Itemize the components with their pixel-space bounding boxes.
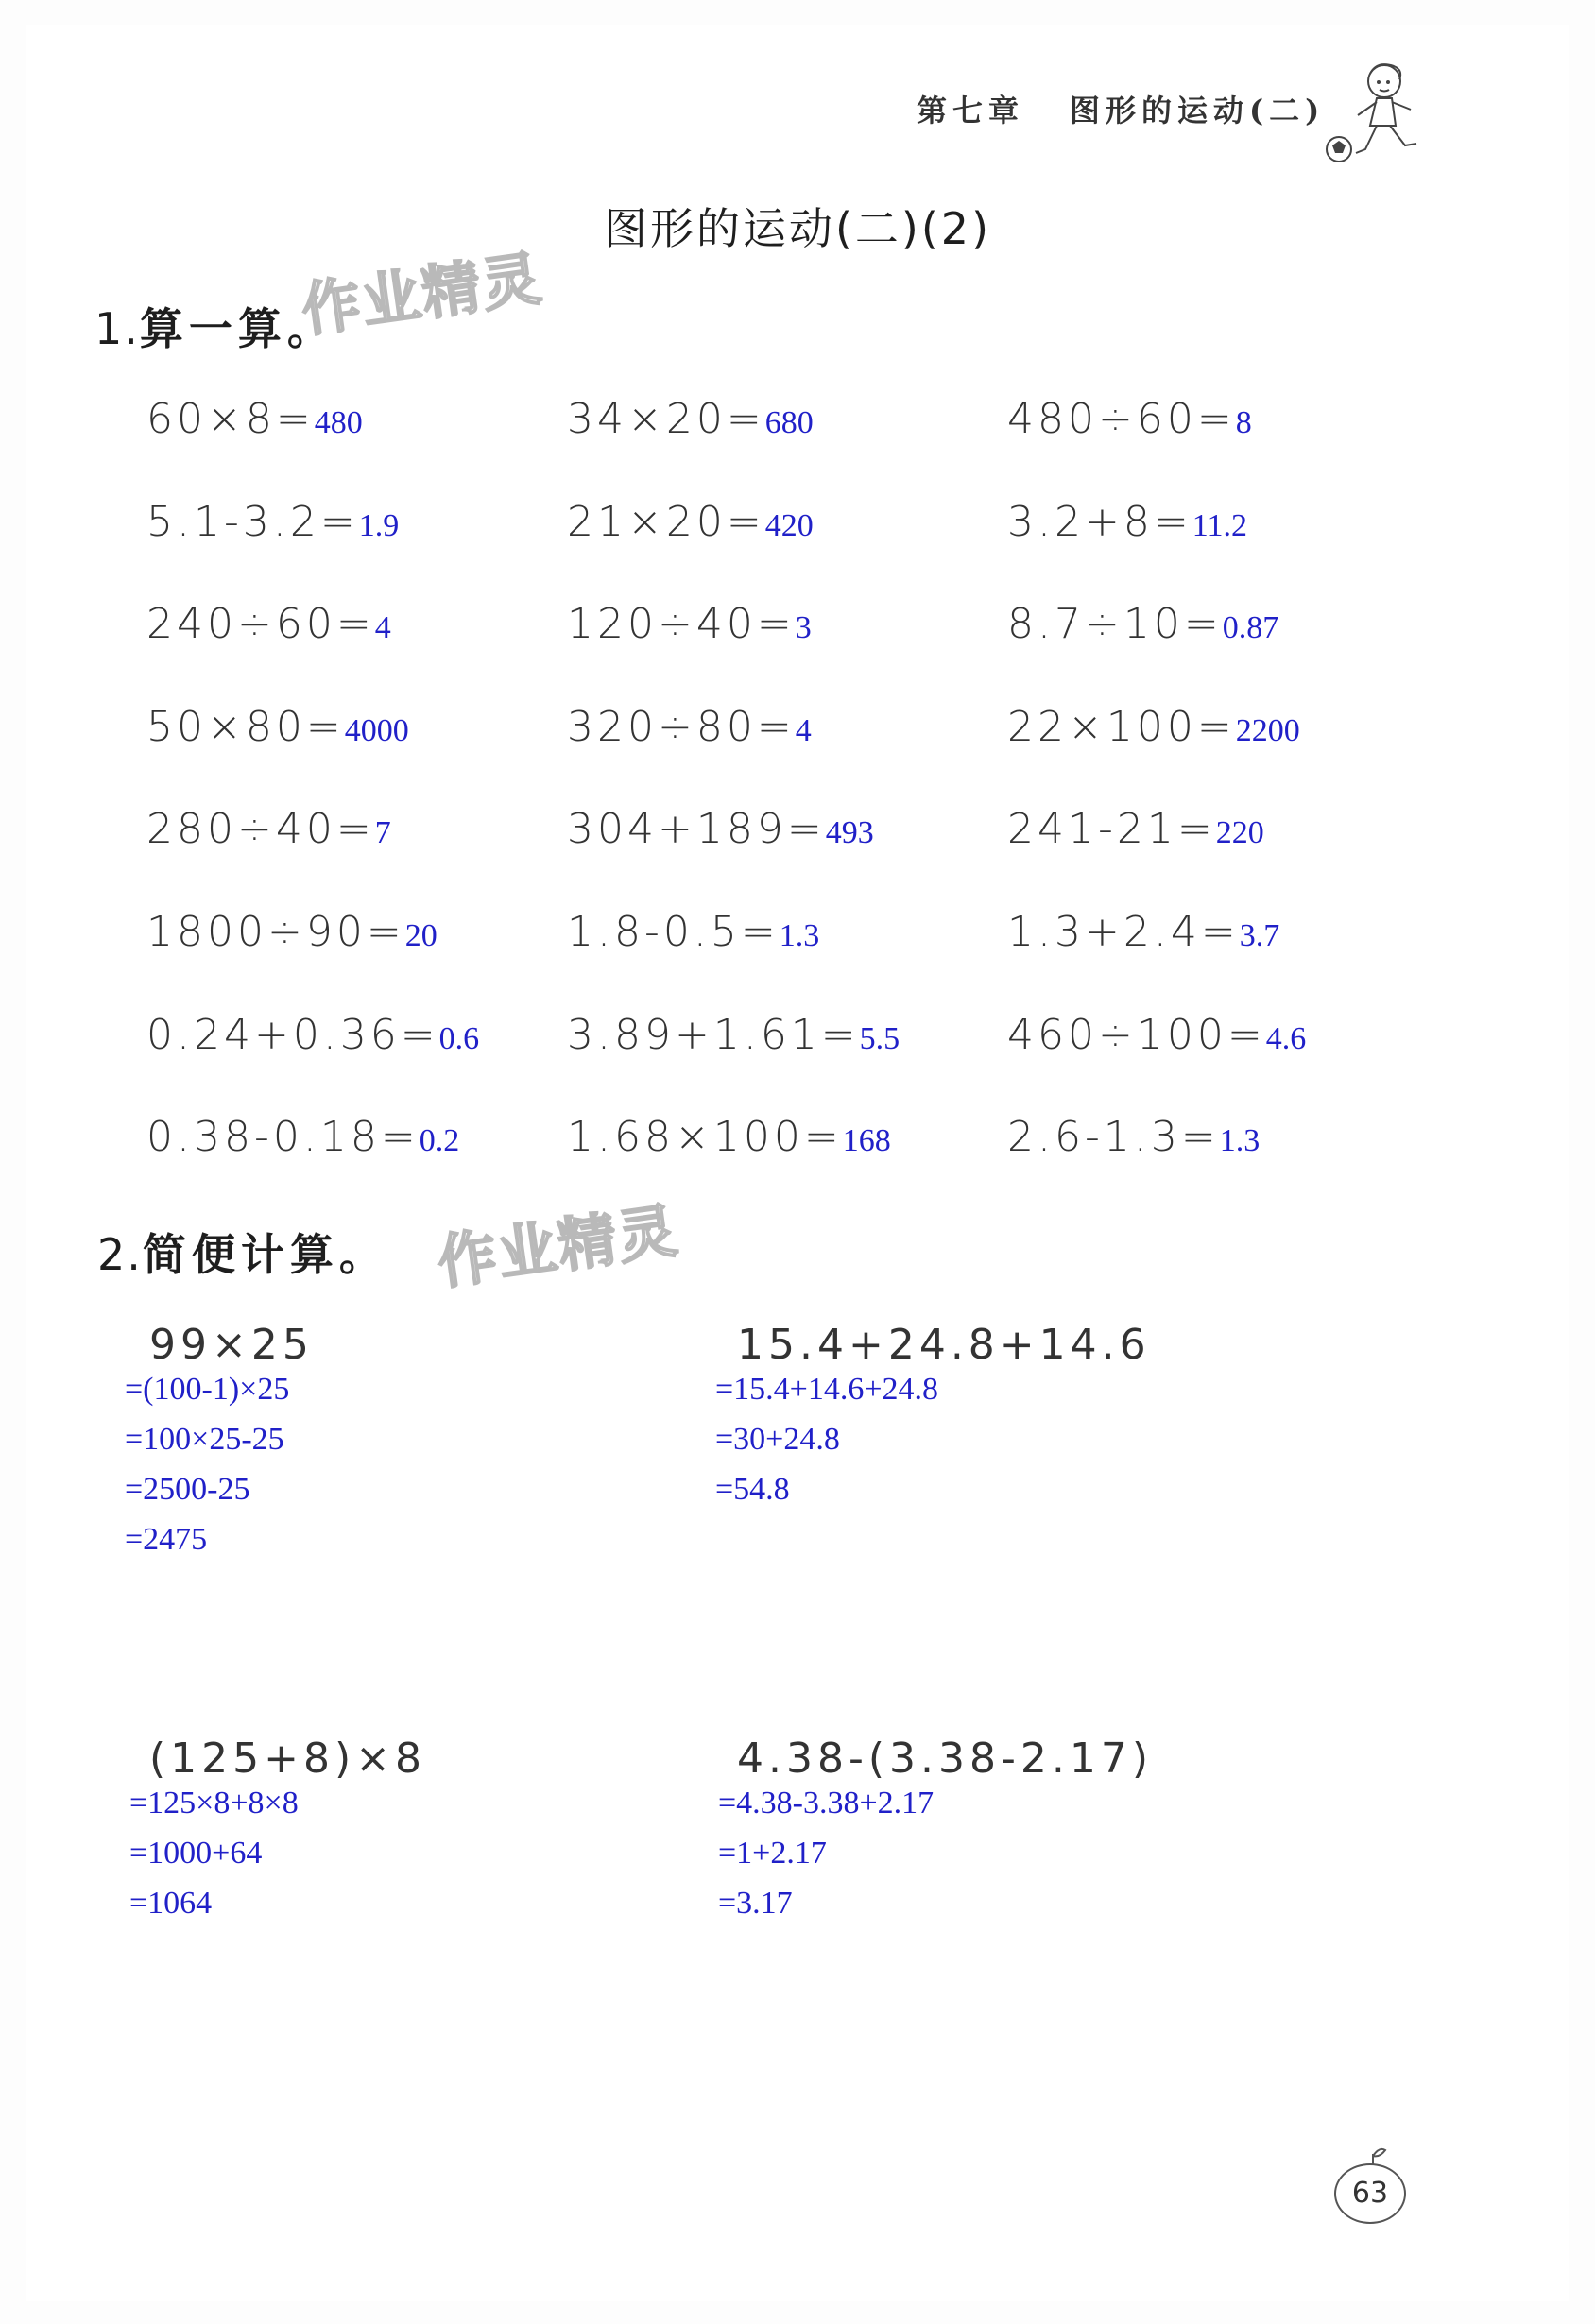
problem-expression: 1.3+2.4= bbox=[1007, 908, 1240, 956]
problem-answer: 4.6 bbox=[1265, 1020, 1307, 1056]
problem-expression: 240÷60= bbox=[146, 600, 375, 649]
calc-problem bbox=[567, 1113, 891, 1161]
problem-answer: 7 bbox=[374, 815, 391, 851]
section-title: 算一算。 bbox=[139, 303, 336, 354]
calc-problem bbox=[1007, 1113, 1260, 1161]
section-title: 简便计算。 bbox=[142, 1229, 388, 1280]
problem-expression: 21×20= bbox=[567, 497, 765, 546]
worksheet-page bbox=[26, 25, 1569, 2301]
problem-expression: 1.8-0.5= bbox=[567, 908, 780, 956]
calc-problem bbox=[146, 1113, 459, 1161]
problem-answer: 3.7 bbox=[1239, 918, 1280, 953]
calc-problem bbox=[1007, 908, 1279, 956]
problem-expression: 320÷80= bbox=[567, 702, 796, 751]
simplify-expression: (125+8)×8 bbox=[149, 1734, 427, 1783]
calc-problem bbox=[567, 805, 874, 853]
calc-problem bbox=[1007, 498, 1247, 546]
calc-problem bbox=[1007, 395, 1252, 443]
simplify-expression: 99×25 bbox=[149, 1321, 314, 1369]
problem-expression: 0.24+0.36= bbox=[146, 1010, 439, 1059]
solution-step: =54.8 bbox=[715, 1472, 790, 1507]
solution-step: =30+24.8 bbox=[715, 1422, 840, 1457]
section-number: 2. bbox=[97, 1229, 143, 1280]
calc-problem bbox=[567, 703, 812, 751]
problem-answer: 5.5 bbox=[859, 1020, 900, 1056]
problem-expression: 1800÷90= bbox=[146, 908, 405, 956]
problem-expression: 241-21= bbox=[1007, 805, 1216, 854]
section-2-heading bbox=[97, 1221, 388, 1283]
problem-answer: 11.2 bbox=[1192, 507, 1247, 543]
problem-expression: 8.7÷10= bbox=[1007, 600, 1223, 649]
running-header bbox=[917, 87, 1325, 130]
simplify-expression: 4.38-(3.38-2.17) bbox=[737, 1734, 1153, 1783]
calc-problem bbox=[146, 600, 391, 648]
problem-expression: 1.68×100= bbox=[567, 1113, 843, 1162]
page-number: 63 bbox=[1334, 2163, 1406, 2224]
calc-problem bbox=[146, 498, 399, 546]
problem-answer: 1.3 bbox=[1219, 1123, 1261, 1159]
page-title: 图形的运动(二)(2) bbox=[603, 203, 992, 254]
calc-problem bbox=[567, 600, 812, 648]
problem-expression: 460÷100= bbox=[1007, 1010, 1266, 1059]
section-1-heading bbox=[94, 295, 336, 357]
problem-answer: 420 bbox=[764, 507, 814, 543]
problem-answer: 2200 bbox=[1235, 712, 1300, 748]
problem-answer: 480 bbox=[314, 405, 363, 440]
problem-answer: 20 bbox=[404, 918, 437, 953]
problem-expression: 304+189= bbox=[567, 805, 826, 854]
solution-step: =1+2.17 bbox=[718, 1836, 827, 1871]
solution-step: =15.4+14.6+24.8 bbox=[715, 1372, 939, 1407]
problem-answer: 8 bbox=[1235, 405, 1252, 440]
calc-problem bbox=[146, 395, 363, 443]
section-number: 1. bbox=[94, 303, 140, 354]
problem-expression: 22×100= bbox=[1007, 702, 1236, 751]
problem-answer: 220 bbox=[1215, 815, 1264, 851]
problem-expression: 3.89+1.61= bbox=[567, 1010, 860, 1059]
problem-answer: 3 bbox=[795, 610, 812, 646]
solution-step: =100×25-25 bbox=[125, 1422, 284, 1457]
calc-problem bbox=[1007, 600, 1278, 648]
problem-answer: 0.2 bbox=[419, 1123, 460, 1159]
problem-expression: 50×80= bbox=[146, 702, 345, 751]
problem-answer: 0.6 bbox=[438, 1020, 480, 1056]
problem-expression: 34×20= bbox=[567, 395, 765, 443]
watermark: 作业精灵 bbox=[297, 243, 547, 346]
problem-expression: 480÷60= bbox=[1007, 395, 1236, 443]
problem-answer: 168 bbox=[842, 1123, 891, 1159]
problem-expression: 60×8= bbox=[146, 395, 315, 443]
calc-problem bbox=[146, 805, 391, 853]
solution-step: =125×8+8×8 bbox=[129, 1786, 299, 1820]
problem-expression: 120÷40= bbox=[567, 600, 796, 649]
calc-problem bbox=[567, 908, 819, 956]
solution-step: =1064 bbox=[129, 1886, 213, 1921]
solution-step: =3.17 bbox=[718, 1886, 793, 1921]
solution-step: =4.38-3.38+2.17 bbox=[718, 1786, 935, 1820]
problem-answer: 680 bbox=[764, 405, 814, 440]
problem-answer: 1.9 bbox=[358, 507, 400, 543]
chapter-label: 第七章 bbox=[917, 93, 1025, 128]
solution-step: =(100-1)×25 bbox=[125, 1372, 290, 1407]
calc-problem bbox=[146, 1011, 479, 1059]
solution-step: =2500-25 bbox=[125, 1472, 250, 1507]
calc-problem bbox=[1007, 805, 1264, 853]
problem-answer: 4 bbox=[795, 712, 812, 748]
problem-answer: 493 bbox=[825, 815, 874, 851]
calc-problem bbox=[1007, 703, 1300, 751]
calc-problem bbox=[146, 703, 409, 751]
problem-expression: 3.2+8= bbox=[1007, 497, 1192, 546]
problem-expression: 0.38-0.18= bbox=[146, 1113, 420, 1162]
soccer-boy-icon bbox=[1318, 55, 1432, 168]
problem-expression: 2.6-1.3= bbox=[1007, 1113, 1220, 1162]
calc-problem bbox=[567, 1011, 900, 1059]
calc-problem bbox=[146, 908, 437, 956]
solution-step: =2475 bbox=[125, 1522, 208, 1557]
problem-answer: 4 bbox=[374, 610, 391, 646]
calc-problem bbox=[567, 498, 814, 546]
calc-problem bbox=[567, 395, 814, 443]
problem-expression: 280÷40= bbox=[146, 805, 375, 854]
problem-answer: 1.3 bbox=[779, 918, 820, 953]
watermark: 作业精灵 bbox=[433, 1195, 683, 1298]
problem-answer: 4000 bbox=[344, 712, 409, 748]
calc-problem bbox=[1007, 1011, 1306, 1059]
solution-step: =1000+64 bbox=[129, 1836, 263, 1871]
problem-expression: 5.1-3.2= bbox=[146, 497, 359, 546]
simplify-expression: 15.4+24.8+14.6 bbox=[737, 1321, 1151, 1369]
problem-answer: 0.87 bbox=[1222, 610, 1279, 646]
chapter-topic: 图形的运动(二) bbox=[1070, 93, 1326, 128]
